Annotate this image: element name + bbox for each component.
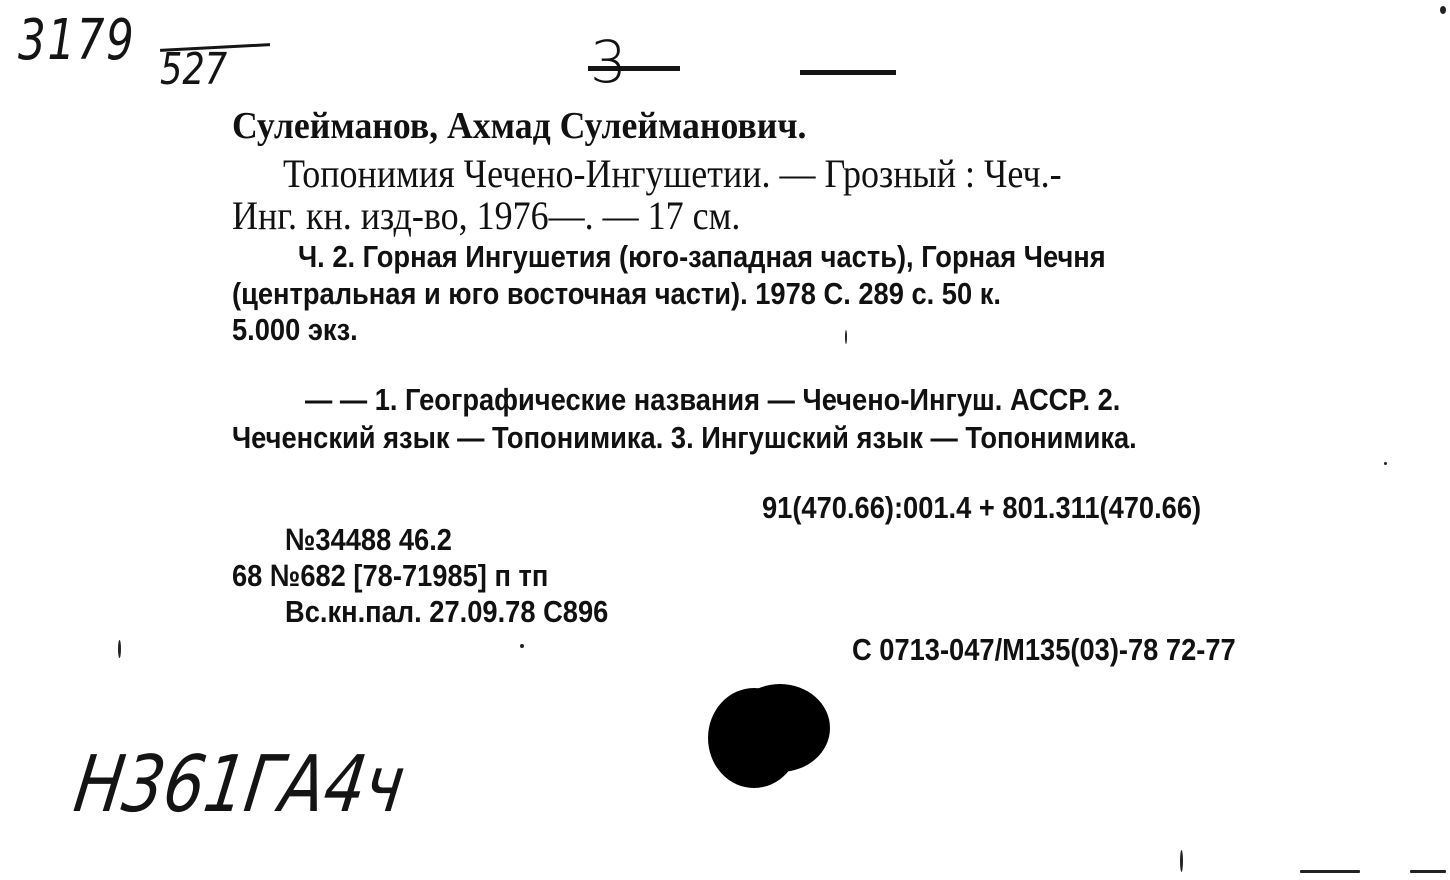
scan-speck: [845, 330, 847, 344]
handwritten-shelf-mark-sub: 527: [160, 44, 228, 95]
page-number: 3: [590, 28, 627, 96]
subject-headings-line-2: Чеченский язык — Топонимика. 3. Ингушский язык — Топонимика.: [232, 420, 1137, 455]
registration-line-2: 68 №682 [78-71985] п тп: [232, 558, 549, 593]
title-line-1: Топонимия Чечено-Ингушетии. — Грозный : Чеч.-: [283, 151, 1062, 196]
author-heading: Сулейманов, Ахмад Сулейманович.: [232, 105, 807, 147]
catalog-code: С 0713-047/М135(03)-78 72-77: [852, 632, 1236, 667]
ink-blot-lobe: [730, 684, 830, 772]
scan-speck: [1180, 850, 1183, 872]
registration-line-3: Вс.кн.пал. 27.09.78 С896: [285, 594, 609, 629]
subject-headings-line-1: — — 1. Географические названия — Чечено-Ингуш. АССР. 2.: [305, 382, 1121, 417]
scan-speck: [520, 644, 524, 648]
scan-speck: [118, 640, 121, 658]
part-description-line-3: 5.000 экз.: [232, 312, 358, 347]
part-description-line-1: Ч. 2. Горная Ингушетия (юго-западная часть), Горная Чечня: [298, 239, 1106, 274]
classification-code: 91(470.66):001.4 + 801.311(470.66): [762, 490, 1202, 525]
page-number-dash-right: [800, 70, 896, 75]
part-description-line-2: (центральная и юго восточная части). 1978 С. 289 с. 50 к.: [232, 276, 1001, 311]
scan-speck: [1300, 870, 1360, 873]
scan-speck: [1384, 462, 1387, 465]
handwritten-inventory-number: Н361ГА4ч: [68, 740, 411, 830]
scan-speck: [1410, 870, 1446, 873]
handwritten-shelf-mark: 3179: [18, 8, 136, 73]
scan-speck: [1440, 6, 1446, 14]
title-line-2: Инг. кн. изд-во, 1976—. — 17 см.: [232, 193, 741, 238]
registration-line-1: №34488 46.2: [285, 522, 452, 557]
